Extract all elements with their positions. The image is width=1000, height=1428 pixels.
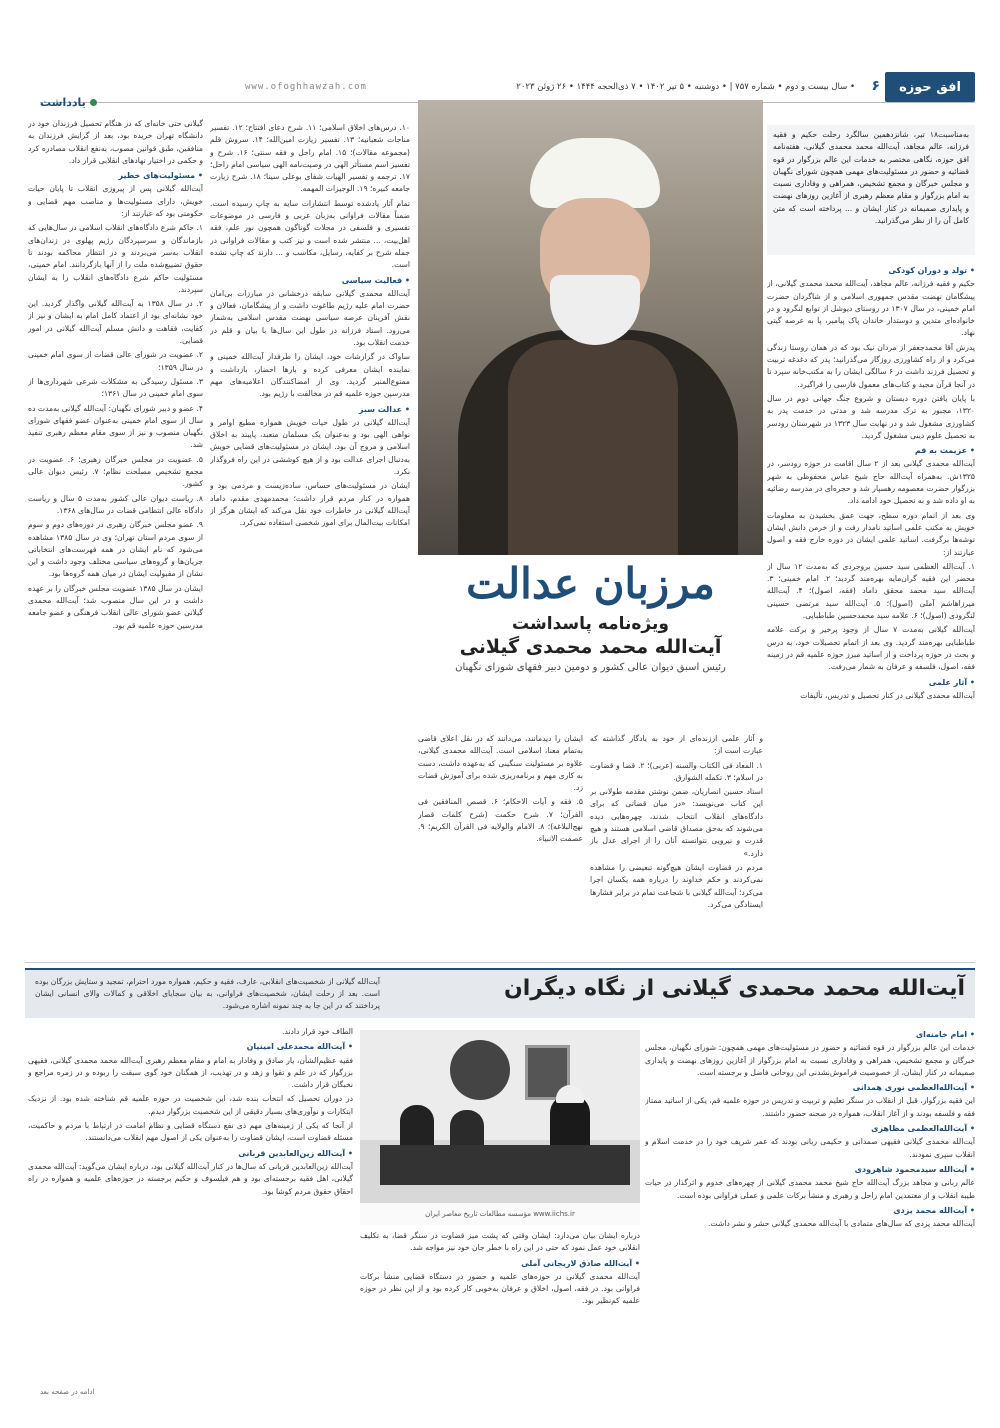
paragraph: درباره ایشان بیان می‌دارد: ایشان وقتی که پشت میز قضاوت در سنگر قضا، به تکلیف انقلابی خود عمل نمود که حتی در این راه با خطر جان خود نیز مواجه شد.	[360, 1231, 640, 1253]
paragraph: آیت‌الله گیلانی پس از پیروزی انقلاب تا پایان حیات خویش، دارای مسئولیت‌ها و مناصب مهم قضایی و حکومتی بود که عبارتند از:	[28, 184, 203, 219]
subheading: • آیت‌الله صادق لاریجانی آملی	[360, 1258, 640, 1270]
paragraph: با پایان یافتن دوره دبستان و شروع جنگ جهانی دوم در سال ۱۳۲۰، مجبور به ترک مدرسه شد و مدتی در خدمت پدر به کشاورزی مشغول شد و در نهایت سال ۱۳۲۳ در شهرستان رودسر به تحصیل علوم دینی مشغول گردید.	[767, 393, 975, 440]
paragraph: ۲. عضویت در شورای عالی قضات از سوی امام خمینی در سال ۱۳۵۹؛	[28, 350, 203, 372]
article-column-middle	[210, 122, 410, 962]
paragraph: ۱. المعاد فی الکتاب والسنه (عربی)؛ ۲. قضا و قضاوت در اسلام؛ ۳. تکمله الشوارق.	[590, 760, 763, 782]
paragraph: و آثار علمی ارزنده‌ای از خود به یادگار گذاشته که عبارت است از:	[590, 734, 763, 756]
intro-box: به‌مناسبت۱۸ تیر، شانزدهمین سالگرد رحلت حکیم و فقیه فرزانه، عالم مجاهد، آیت‌الله محمد محمدی گیلانی، هفته‌نامه افق حوزه، نگاهی مختصر به خدمات این عالم بزرگوار در قوه قضائیه و حضور در مسئولیت‌های مهمی همچون شورای نگهبان و مجلس خبرگان و مجمع تشخیص، همراهی و وفاداری نسبت به امام بزرگوار و مقام معظم رهبری از آغازین روزهای نهضت و پایداری صمیمانه در کنار ایشان و ... پرداخته است که متن کامل آن را از نظر می‌گذرانید.	[767, 125, 975, 255]
paragraph: مردم در قضاوت ایشان هیچ‌گونه تبعیضی را مشاهده نمی‌کردند و حکم خداوند را درباره همه یکسان اجرا می‌کرد؛ آیت‌الله گیلانی با شجاعت تمام در برابر فشارها ایستادگی می‌کرد.	[590, 862, 763, 909]
subheading: • آیت‌الله سیدمحمود شاهرودی	[645, 1164, 975, 1176]
article-column-lower-1	[590, 733, 763, 961]
paragraph: ایشان در مسئولیت‌های حساس، ساده‌زیست و مردمی بود و همواره در کنار مردم قرار داشت؛ محمدمهدی مقدم، داماد آیت‌الله گیلانی در خاطرات خود نقل می‌کند که ایشان هرگز از امکانات بیت‌المال برای امور شخصی استفاده نمی‌کرد.	[210, 481, 410, 528]
paragraph: خدمات این عالم بزرگوار در قوه قضائیه و حضور در مسئولیت‌های مهمی همچون: شورای نگهبان، مجلس خبرگان و مجمع تشخیص، همراهی و وفاداری نسبت به امام بزرگوار از آغازین روزهای نهضت و پایداری صمیمانه در کنار ایشان، از خصوصیت فراموش‌نشدنی این روحانی فاضل و برجسته است.	[645, 1043, 975, 1077]
paragraph: آیت‌الله محمد یزدی که سال‌های متمادی با آیت‌الله محمدی گیلانی حشر و نشر داشت.	[708, 1219, 975, 1229]
paragraph: در دوران تحصیل که انتخاب بنده شد، این شخصیت در حوزه علمیه قم شناخته شده بود. از نزدیک ابتکارات و نوآوری‌های بسیار دقیقی از این شخصیت بزرگوار دیدم.	[28, 1094, 353, 1116]
quotes-column-middle	[360, 1230, 640, 1400]
title-block	[418, 555, 763, 730]
continued-note: ادامه در صفحه بعد	[40, 1388, 95, 1396]
group-photo	[360, 1030, 640, 1225]
subheading: • عدالت سبز	[210, 404, 410, 416]
paragraph: آیت‌الله محمدی گیلانی بعد از ۲ سال اقامت در حوزه رودسر، در ۱۳۲۵ش. به‌همراه آیت‌الله حاج شیخ عباس محفوظی به شهر بزرگوار حضرت معصومه رهسپار شد و حجره‌ای در مدرسه رضائیه به او داده شد و به تحصیل خود ادامه داد.	[767, 459, 975, 506]
paragraph: ایشان را دیدمانند، می‌دانند که در نقل اعلای قاضی به‌تمام معنا، اسلامی است. آیت‌الله محمدی گیلانی، علاوه بر مسئولیت سنگینی که به‌عهده داشت، دست به کاری مهم و برنامه‌ریزی شده برای آموزش قضات زد.	[418, 734, 583, 793]
subheading: • آیت‌الله محمد یزدی	[645, 1205, 975, 1217]
subheading: • آیت‌الله محمدعلی امینیان	[28, 1041, 353, 1053]
website-url[interactable]: www.ofoghhawzah.com	[245, 82, 367, 92]
paragraph: ایشان در سال ۱۳۸۵ عضویت مجلس خبرگان را بر عهده داشت و در این سال منصوب شد؛ آیت‌الله محمدی گیلانی عضو شورای عالی انقلاب فرهنگی و عضو جامعه مدرسین حوزه علمیه قم بود.	[28, 583, 203, 630]
paragraph: ساواک در گزارشات خود، ایشان را طرفدار آیت‌الله خمینی و نماینده ایشان معرفی کرده و بارها احضار، بازداشت و ممنوع‌المنبر گردید. وی از امضاکنندگان اعلامیه‌های مهم مدرسین حوزه علمیه قم در مخالفت با رژیم بود.	[210, 352, 410, 399]
paragraph: آیت‌الله محمدی گیلانی در حوزه‌های علمیه و حضور در دستگاه قضایی منشأ برکات فراوانی بود. در فقه، اصول، اخلاق و عرفان به‌خوبی کار کرده بود و از این نظر در حوزه علمیه کم‌نظیر بود.	[360, 1271, 640, 1306]
article-column-lower-2	[418, 733, 583, 961]
page-title: مرزبان عدالت	[466, 559, 715, 608]
paragraph: ۳. مسئول رسیدگی به مشکلات شرعی شهرداری‌ها از سوی امام خمینی در سال ۱۳۶۱؛	[28, 376, 203, 399]
paragraph: آیت‌الله محمدی گیلانی فقیهی صمدانی و حکیمی ربانی بودند که عمر شریف خود را در خدمت اسلام و انقلاب سپری نمودند.	[645, 1137, 975, 1159]
paragraph: استاد حسین انصاریان، ضمن نوشتن مقدمه طولانی بر این کتاب می‌نویسد: «در میان قضاتی که برای دادگاه‌های انقلاب انتخاب شدند، چهره‌هایی دیده می‌شوند که به‌حق مصداق قاضی اسلامی هستند و هیچ قدرت و نیرویی نتوانسته آنان را از اجرای عدل باز دارد.»	[590, 787, 763, 858]
subheading: • عزیمت به قم	[767, 445, 975, 457]
quotes-column-left	[28, 1026, 353, 1386]
subtitle-role: رئیس اسبق دیوان عالی کشور و دومین دبیر فقهای شورای نگهبان	[455, 662, 726, 673]
paragraph: الطاف خود قرار دادند.	[281, 1027, 353, 1036]
banner-title: آیت‌الله محمد محمدی گیلانی از نگاه دیگران	[503, 976, 965, 1001]
paragraph: ۱. حاکم شرع دادگاه‌های انقلاب اسلامی در سال‌هایی که بازماندگان و سرسپردگان رژیم پهلوی در زندان‌های انقلاب به‌سر می‌بردند و در انتظار محاکمه بودند تا حقوق تضییع‌شده ملت را از آنها بازگردانند. امام خمینی، مسئولیت حاکم شرع دادگاه‌های انقلاب را به ایشان سپردند.	[28, 223, 203, 294]
subheading: • مسئولیت‌های خطیر	[28, 170, 203, 182]
subtitle: ویژه‌نامه پاسداشت	[512, 614, 669, 634]
paragraph: ۲. در سال ۱۳۵۸ به آیت‌الله گیلانی واگذار گردید. این خود نشانه‌ای بود از اعتماد کامل امام به ایشان و نیز از کفایت، فقاهت و دانش مسلم آیت‌الله گیلانی در امور قضایی.	[28, 299, 203, 346]
banner-text: آیت‌الله گیلانی از شخصیت‌های انقلابی، عارف، فقیه و حکیم، همواره مورد احترام، تمجید و ستایش بزرگان بوده است. بعد از رحلت ایشان، شخصیت‌های فراوانی، به بیان سجایای اخلاقی و کمالات والای انسانی ایشان پرداختند که در این جا به چند نمونه اشاره می‌شود.	[35, 977, 380, 1010]
paragraph: ۹. عضو مجلس خبرگان رهبری در دوره‌های دوم و سوم از سوی مردم استان تهران؛ وی در سال ۱۳۸۵ مشاهده می‌شود که نام ایشان در همه فهرست‌های انتخاباتی جریان‌ها و گروه‌های سیاسی مختلف وجود داشت و این نشان از مقبولیت ایشان در میان همه گروه‌ها بود.	[28, 520, 203, 579]
photo-caption: www.iichs.ir مؤسسه مطالعات تاریخ معاصر ایران	[360, 1203, 640, 1225]
article-column-left	[28, 118, 203, 962]
quotes-column-right	[645, 1026, 975, 1398]
article-column-right	[767, 262, 975, 962]
bullet-icon	[90, 99, 97, 106]
subheading: • آیت‌الله‌العظمی نوری همدانی	[645, 1082, 975, 1094]
judiciary-emblem-icon	[450, 1040, 510, 1100]
section-label: یادداشت	[40, 96, 97, 109]
paragraph: آیت‌الله محمدی گیلانی سابقه درخشانی در مبارزات بی‌امان حضرت امام علیه رژیم طاغوت داشت و از پیشگامان، فعالان و نقش آفرینان عرصه سیاسی نهضت مقدس اسلامی به‌شمار می‌رود. استاد فرزانه در طول این سال‌ها با بیان و قلم در خدمت انقلاب بود.	[210, 288, 410, 348]
paragraph: فقیه عظیم‌الشأن، یار صادق و وفادار به امام و مقام معظم رهبری آیت‌الله محمد محمدی گیلانی، فقیهی بزرگوار که در علم و تقوا و زهد و در تهذیب، از همگنان خود گوی سبقت را ربوده و در زمره مراجع و نخبگان قرار داشت.	[28, 1055, 353, 1090]
paragraph: تمام آثار یادشده توسط انتشارات سایه به چاپ رسیده است. ضمناً مقالات فراوانی به‌زبان عربی و فارسی در موضوعات تفسیری و فلسفی در مجلات گوناگون همچون نور علم، فقه اهل‌بیت، ... منتشر شده است و نیز کتب و مقالات فراوانی در جمله شرح بر کفایه، رسایل، مکاسب و ... دارند که چاپ نشده است.	[210, 198, 410, 270]
portrait-photo	[418, 100, 763, 555]
paragraph: گیلانی حتی خانه‌ای که در هنگام تحصیل فرزندان خود در دانشگاه تهران خریده بود، بعد از گرایش فرزندان به منافقین، طبق قوانین مصوب، به‌نفع انقلاب مصادره کرد و حکمی در اختیار نهادهای انقلابی قرار داد.	[28, 119, 203, 165]
paragraph: ۵. فقه و آیات الاحکام؛ ۶. قصص المنافقین فی القرآن؛ ۷. شرح حکمت (شرح کلمات قصار نهج‌البلاغه)؛ ۸. الامام والولایه فی القرآن الکریم؛ ۹. عصمت الانبیاء.	[418, 797, 583, 844]
issue-meta: • سال بیست و دوم • شماره ۷۵۷ | • دوشنبه • ۵ تیر ۱۴۰۲ • ۷ ذی‌الحجه ۱۴۴۴ • ۲۶ ژوئن ۲۰۲۳	[516, 82, 855, 92]
paragraph: ۱۰. درس‌های اخلاق اسلامی؛ ۱۱. شرح دعای افتتاح؛ ۱۲. تفسیر مناجات شعبانیه؛ ۱۳. تفسیر زیارت امین‌الله؛ ۱۴. سروش قلم (مجموعه مقالات)؛ ۱۵. امام راحل و فقه سنتی؛ ۱۶. شرح و تفسیر اسم مستأثر الهی در وصیت‌نامه الهی سیاسی امام راحل؛ ۱۷. ترجمه و تفسیر الهیات شفای بوعلی سینا؛ ۱۸. شرح زیارت جامعه کبیره؛ ۱۹. الوجیزات المهمه.	[210, 123, 410, 194]
paragraph: وی بعد از اتمام دوره سطح، جهت عمق بخشیدن به معلومات خویش به مکتب علمی اساتید نامدار رفت و از خرمن دانش ایشان توشه‌ها برگرفت. اساتید علمی ایشان در دوره خارج فقه و اصول عبارتند از:	[767, 510, 975, 557]
paragraph: از آنجا که یکی از زمینه‌های مهم ذی نفع دستگاه قضایی و نظام امامت در ارتباط با مردم و حاکمیت، مسئله قضاوت است، ایشان قضاوت را به‌عنوان یکی از اصول مهم انقلاب می‌دانستند.	[28, 1121, 353, 1143]
paragraph: ۱. آیت‌الله العظمی سید حسین بروجردی که به‌مدت ۱۲ سال از محضر این فقیه گران‌مایه بهره‌مند گردید؛ ۲. امام خمینی؛ ۳. آیت‌الله سید محمد محقق داماد (فقه، اصول)؛ ۴. آیت‌الله میرزاهاشم آملی (اصول)؛ ۵. آیت‌الله سید مرتضی حسینی لنگرودی (اصول)؛ ۶. علامه سید محمدحسین طباطبایی.	[767, 561, 975, 621]
page-header	[40, 78, 975, 100]
subtitle-name: آیت‌الله محمد محمدی گیلانی	[459, 636, 722, 658]
subheading: • آیت‌الله زین‌العابدین قربانی	[28, 1148, 353, 1160]
page-number: ۶	[871, 78, 880, 94]
paragraph: آیت‌الله زین‌العابدین قربانی که سال‌ها در کنار آیت‌الله گیلانی بود، درباره ایشان می‌گوید: آیت‌الله محمدی گیلانی، اهل فقیه برجسته‌ای بود و هم فیلسوف و حکیم برجسته در حوزه‌های علمیه و همواره در راه احقاق حقوق مردم کوشا بود.	[28, 1161, 353, 1196]
paragraph: حکیم و فقیه فرزانه، عالم مجاهد، آیت‌الله محمد محمدی گیلانی، از پیشگامان نهضت مقدس جمهوری اسلامی و از شاگردان حضرت امام خمینی، در سال ۱۳۰۷ در روستای دیوشل از توابع لنگرود و در خانواده‌ای متدین و دوستدار خاندان پاک پیامبر، پا به عرصه گیتی نهاد.	[767, 279, 975, 338]
paragraph: آیت‌الله گیلانی به‌مدت ۷ سال از وجود پرخیر و برکت علامه طباطبایی بهره‌مند گردید. وی بعد از اتمام تحصیلات خود، به درس و بحث در حوزه پرداخت و از اساتید مبرز حوزه علمیه قم در زمینه فقه، اصول، فلسفه و عرفان به شمار می‌رفت.	[767, 625, 975, 672]
paragraph: ۸. ریاست دیوان عالی کشور به‌مدت ۵ سال و ریاست دادگاه عالی انتظامی قضات در سال‌های ۱۳۶۸.	[28, 493, 203, 515]
subheading: • امام خامنه‌ای	[645, 1029, 975, 1041]
paragraph: پدرش آقا محمدجعفر از مردان نیک بود که در همان روستا زندگی می‌کرد و از راه کشاورزی روزگار می‌گذرانید؛ پدر که دغدغه تربیت و تحصیل فرزند داشت در ۶ سالگی ایشان را به مکتب‌خانه سپرد تا در آنجا قرآن مجید و کتاب‌های معمول فارسی را فراگیرد.	[767, 342, 975, 389]
paragraph: این فقیه بزرگوار، قبل از انقلاب در سنگر تعلیم و تربیت و تدریس در حوزه علمیه قم، یکی از اساتید ممتاز فقه و فلسفه بودند و از آغاز انقلاب، همواره در صحنه حضور داشتند.	[645, 1096, 975, 1118]
paragraph: آیت‌الله محمدی گیلانی در کنار تحصیل و تدریس، تألیفات	[800, 690, 975, 700]
paragraph: ۵. عضویت در مجلس خبرگان رهبری؛ ۶. عضویت در مجمع تشخیص مصلحت نظام؛ ۷. رئیس دیوان عالی کشور.	[28, 454, 203, 489]
newspaper-logo: افق حوزه	[885, 72, 975, 102]
paragraph: ۴. عضو و دبیر شورای نگهبان: آیت‌الله گیلانی به‌مدت ده سال از سوی امام خمینی به‌عنوان عضو فقهای شورای نگهبان منصوب و نیز از سوی مقام معظم رهبری تنفیذ شد.	[28, 403, 203, 450]
subheading: • فعالیت سیاسی	[210, 275, 410, 287]
paragraph: آیت‌الله گیلانی در طول حیات خویش همواره مطیع اوامر و نواهی الهی بود و به‌عنوان یک مسلمان متعبد، پایبند به اخلاق اسلامی و مروج آن بود. ایشان در مسئولیت‌های قضایی خویش به‌دنبال اجرای عدالت بود و از هیچ کوششی در این راه فروگذار نکرد.	[210, 417, 410, 477]
subheading: • آیت‌الله‌العظمی مظاهری	[645, 1123, 975, 1135]
subheading: • تولد و دوران کودکی	[767, 265, 975, 277]
paragraph: عالم ربانی و مجاهد بزرگ آیت‌الله حاج شیخ محمد محمدی گیلانی از چهره‌های خدوم و اثرگذار در حیات طیبه انقلاب و از معتمدین امام راحل و رهبری و منشأ برکات علمی و عملی فراوانی بوده است.	[645, 1178, 975, 1200]
subheading: • آثار علمی	[767, 677, 975, 689]
section-banner	[25, 968, 975, 1018]
section-divider	[25, 962, 975, 963]
